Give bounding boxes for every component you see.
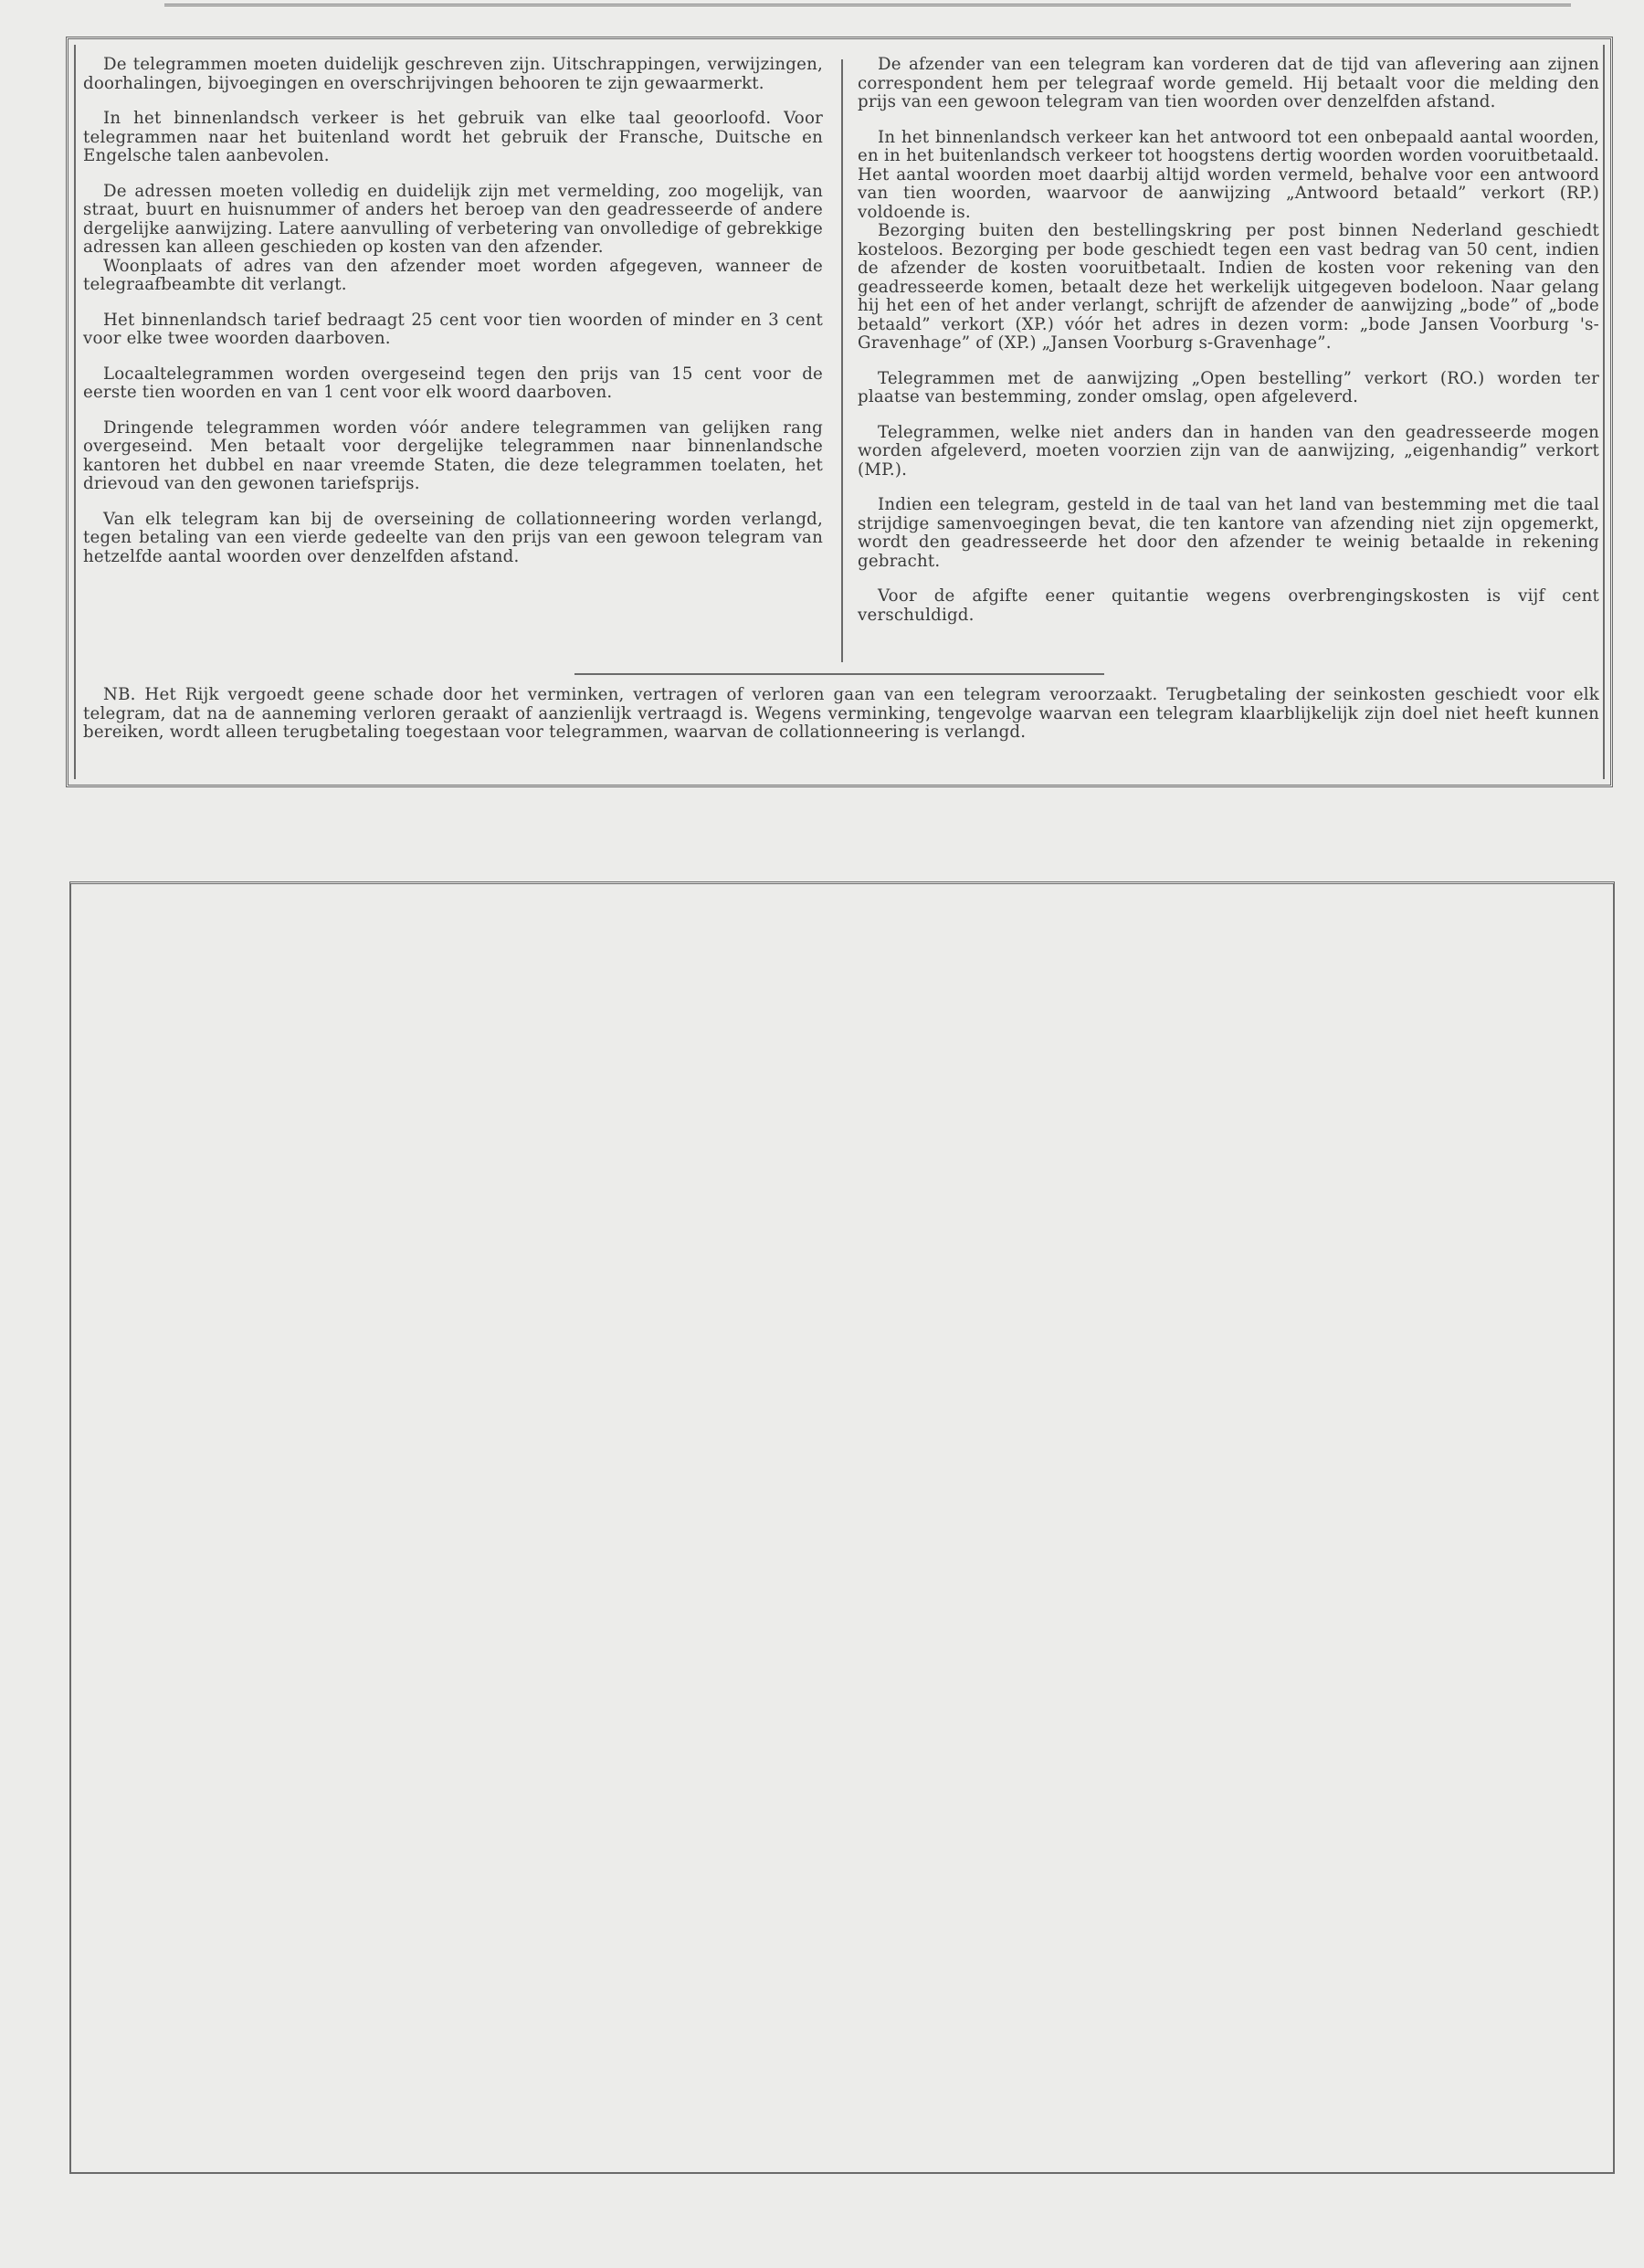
rule-collation: Van elk telegram kan bij de overseining de collationneering worden verlangd, tegen betaling van een vierde gedeelte van den prijs van een gewoon telegram van hetzelfde aantal woorden over denzelfden afstand. bbox=[83, 509, 823, 566]
rule-language: In het binnenlandsch verkeer is het gebruik van elke taal geoorloofd. Voor telegrammen naar het buitenland wordt het gebruik der Fransche, Duitsche en Engelsche talen aanbevolen. bbox=[83, 109, 823, 165]
rule-receipt-fee: Voor de afgifte eener quitantie wegens overbrengingskosten is vijf cent verschuldigd. bbox=[858, 586, 1599, 625]
rule-language-combinations: Indien een telegram, gesteld in de taal van het land van bestemming met die taal strijdige samenvoegingen bevat, die ten kantore van afzending niet zijn opgemerkt, wordt den geadresseerde het door den afzender te weinig betaalde in rekening gebracht. bbox=[858, 495, 1599, 571]
rule-courier-delivery: Bezorging buiten den bestellingskring per post binnen Nederland geschiedt kosteloos. Bezorging per bode geschiedt tegen een vast bedrag van 50 cent, indien de afzender de kosten vooruitbetaalt. Indien de kosten voor rekening van den geadresseerde komen, betaalt deze het werkelijk uitgegeven bodeloon. Naar gelang hij het een of het ander verlangt, schrijft de afzender de aanwijzing „bode” of „bode betaald” verkort (XP.) vóór het adres in dezen vorm: „bode Jansen Voorburg 's-Gravenhage” of (XP.) „Jansen Voorburg s-Gravenhage”. bbox=[858, 221, 1599, 353]
section-separator-rule bbox=[574, 673, 1104, 675]
rule-urgent-telegrams: Dringende telegrammen worden vóór andere telegrammen van gelijken rang overgeseind. Men betaalt voor dergelijke telegrammen naar binnenlandsche kantoren het dubbel en naar vreemde Staten, die deze telegrammen toelaten, het drievoud van den gewonen tariefsprijs. bbox=[83, 417, 823, 493]
rule-legibility: De telegrammen moeten duidelijk geschreven zijn. Uitschrappingen, verwijzingen, doorhalingen, bijvoegingen en overschrijvingen behooren te zijn gewaarmerkt. bbox=[83, 55, 823, 93]
column-divider bbox=[841, 59, 843, 662]
rule-personal-delivery: Telegrammen, welke niet anders dan in handen van den geadresseerde mogen worden afgeleverd, moeten voorzien zijn van de aanwijzing, „eigenhandig” verkort (MP.). bbox=[858, 422, 1599, 480]
rule-reply-paid: In het binnenlandsch verkeer kan het antwoord tot een onbepaald aantal woorden, en in het buitenlandsch verkeer tot hoogstens dertig woorden worden vooruitbetaald. Het aantal woorden moet daarbij altijd worden vermeld, behalve voor een antwoord van tien woorden, waarvoor de aanwijzing „Antwoord betaald” verkort (RP.) voldoende is. bbox=[858, 127, 1599, 222]
rule-addresses: De adressen moeten volledig en duidelijk zijn met vermelding, zoo mogelijk, van straat, buurt en huisnummer of anders het beroep van den geadresseerde of andere dergelijke aanwijzing. Latere aanvulling of verbetering van onvolledige of gebrekkige adressen kan alleen geschieden op kosten van den afzender. bbox=[83, 181, 823, 257]
rule-delivery-notice: De afzender van een telegram kan vorderen dat de tijd van aflevering aan zijnen correspondent hem per telegraaf worde gemeld. Hij betaalt voor die melding den prijs van een gewoon telegram van tien woorden over denzelfden afstand. bbox=[858, 55, 1599, 111]
left-regulations-column bbox=[83, 56, 823, 583]
right-regulations-column bbox=[858, 56, 1599, 641]
rule-domestic-tariff: Het binnenlandsch tarief bedraagt 25 cent voor tien woorden of minder en 3 cent voor elke twee woorden daarboven. bbox=[83, 310, 823, 348]
top-border-rule bbox=[164, 4, 1571, 6]
blank-message-frame bbox=[69, 881, 1615, 2174]
notice-inner-frame bbox=[74, 45, 1605, 779]
rule-sender-address: Woonplaats of adres van den afzender moet worden afgegeven, wanneer de telegraafbeambte dit verlangt. bbox=[83, 256, 823, 294]
rule-local-telegrams: Locaaltelegrammen worden overgeseind tegen den prijs van 15 cent voor de eerste tien woorden en van 1 cent voor elk woord daarboven. bbox=[83, 364, 823, 402]
telegram-regulations-notice bbox=[66, 37, 1613, 787]
nb-liability-note: NB. Het Rijk vergoedt geene schade door het verminken, vertragen of verloren gaan van een telegram veroorzaakt. Terugbetaling der seinkosten geschiedt voor elk telegram, dat na de aanneming verloren geraakt of aanzienlijk vertraagd is. Wegens verminking, tengevolge waarvan een telegram klaarblijkelijk zijn doel niet heeft kunnen bereiken, wordt alleen terugbetaling toegestaan voor telegrammen, waarvan de collationneering is verlangd. bbox=[83, 685, 1599, 742]
rule-open-delivery: Telegrammen met de aanwijzing „Open bestelling” verkort (RO.) worden ter plaatse van bestemming, zonder omslag, open afgeleverd. bbox=[858, 368, 1599, 406]
